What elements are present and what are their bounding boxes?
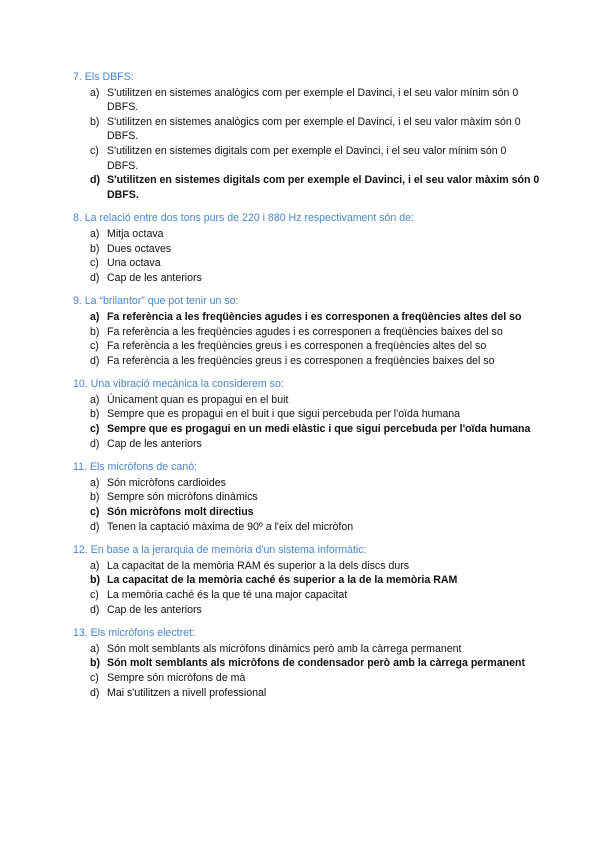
option-item — [73, 407, 560, 422]
option-item — [73, 256, 560, 271]
option-letter: d) — [90, 271, 100, 284]
option-text: S'utilitzen en sistemes analògics com per exemple el Davinci, i el seu valor mínim són 0 DBFS. — [107, 86, 519, 114]
option-text: La capacitat de la memòria RAM és superior a la dels discs durs — [107, 559, 410, 572]
option-list — [73, 86, 560, 203]
option-item — [73, 144, 560, 173]
option-letter: b) — [90, 574, 100, 587]
question-block — [73, 294, 560, 368]
option-text: Cap de les anteriors — [107, 271, 202, 284]
option-letter: c) — [90, 589, 99, 601]
option-list — [73, 393, 560, 451]
option-item-correct — [73, 573, 560, 588]
option-item-correct — [73, 422, 560, 437]
option-text: Fa referència a les freqüències greus i es corresponen a freqüències baixes del so — [107, 354, 495, 367]
question-list — [73, 70, 560, 700]
option-list — [73, 310, 560, 368]
option-letter: a) — [90, 310, 100, 323]
option-item — [73, 588, 560, 603]
question-title: 9. La “brilantor” que pot tenir un so: — [73, 295, 239, 308]
option-letter: d) — [90, 354, 100, 367]
option-letter: c) — [90, 144, 99, 157]
option-letter: d) — [90, 603, 100, 616]
option-item — [73, 354, 560, 369]
option-item — [73, 115, 560, 144]
option-item — [73, 325, 560, 340]
option-letter: c) — [90, 257, 99, 270]
option-item — [73, 686, 560, 701]
option-letter: c) — [90, 340, 99, 353]
option-text: Fa referència a les freqüències agudes i es corresponen a freqüències baixes del so — [107, 325, 503, 338]
option-list — [73, 227, 560, 285]
option-text: Mai s'utilitzen a nivell professional — [107, 686, 267, 699]
option-letter: b) — [90, 325, 100, 338]
option-list — [73, 559, 560, 617]
option-letter: a) — [90, 86, 100, 99]
question-title: 13. Els micròfons electret: — [73, 627, 195, 640]
option-item — [73, 86, 560, 115]
option-text: Són micròfons cardioides — [107, 476, 226, 489]
option-letter: a) — [90, 642, 100, 655]
question-title: 8. La relació entre dos tons purs de 220 i 880 Hz respectivament són de: — [73, 212, 414, 225]
option-letter: c) — [90, 671, 99, 684]
option-item — [73, 520, 560, 535]
option-item — [73, 242, 560, 257]
option-letter: b) — [90, 408, 100, 421]
option-item-correct — [73, 173, 560, 202]
option-list — [73, 476, 560, 534]
question-block — [73, 543, 560, 617]
option-item-correct — [73, 310, 560, 325]
option-item — [73, 393, 560, 408]
option-text: Sempre que es propagui en el buit i que sigui percebuda per l'oïda humana — [107, 408, 461, 421]
question-block — [73, 460, 560, 534]
question-title: 7. Els DBFS: — [73, 71, 134, 83]
option-item — [73, 339, 560, 354]
option-item — [73, 271, 560, 286]
option-text: S'utilitzen en sistemes digitals com per exemple el Davinci, i el seu valor mínim són 0 DBFS. — [107, 144, 507, 172]
option-text: La memòria caché és la que té una major capacitat — [107, 589, 348, 601]
option-text: La capacitat de la memòria caché és superior a la de la memòria RAM — [107, 574, 458, 587]
option-letter: c) — [90, 506, 100, 519]
question-block — [73, 70, 560, 202]
option-text: Fa referència a les freqüències greus i es corresponen a freqüències altes del so — [107, 340, 487, 353]
option-text: Fa referència a les freqüències agudes i es corresponen a freqüències altes del so — [107, 310, 522, 323]
option-letter: b) — [90, 491, 100, 504]
option-letter: d) — [90, 520, 100, 533]
option-text: Una octava — [107, 257, 161, 270]
option-item-correct — [73, 505, 560, 520]
option-text: Tenen la captació màxima de 90º a l'eix del micròfon — [107, 520, 354, 533]
option-letter: b) — [90, 242, 100, 255]
option-text: Són micròfons molt directius — [107, 506, 254, 519]
option-letter: a) — [90, 393, 100, 406]
option-item — [73, 490, 560, 505]
option-letter: a) — [90, 227, 100, 240]
option-letter: d) — [90, 686, 100, 699]
option-item — [73, 227, 560, 242]
option-text: Dues octaves — [107, 242, 172, 255]
question-title: 10. Una vibració mecànica la considerem so: — [73, 378, 284, 391]
option-letter: c) — [90, 423, 100, 436]
question-title: 12. En base a la jerarquia de memòria d'un sistema informàtic: — [73, 544, 367, 557]
option-text: S'utilitzen en sistemes digitals com per exemple el Davinci, i el seu valor màxim són 0 DBFS. — [107, 174, 540, 201]
option-text: Sempre que es progagui en un medi elàstic i que sigui percebuda per l'oïda humana — [107, 423, 531, 436]
option-text: Són molt semblants als micròfons de condensador però amb la càrrega permanent — [107, 657, 525, 670]
option-item — [73, 642, 560, 657]
option-item — [73, 603, 560, 618]
option-text: Únicament quan es propagui en el buit — [107, 393, 289, 406]
option-text: Sempre són micròfons dinàmics — [107, 491, 258, 504]
question-block — [73, 626, 560, 700]
option-letter: b) — [90, 657, 100, 670]
option-letter: a) — [90, 559, 100, 572]
option-list — [73, 642, 560, 700]
option-letter: d) — [90, 437, 100, 450]
question-title: 11. Els micròfons de canó: — [73, 461, 198, 474]
option-item — [73, 476, 560, 491]
option-item — [73, 437, 560, 452]
option-text: Sempre són micròfons de mà — [107, 671, 246, 684]
option-item — [73, 671, 560, 686]
option-letter: d) — [90, 174, 100, 187]
option-text: Mitja octava — [107, 227, 164, 240]
option-text: Són molt semblants als micròfons dinàmics però amb la càrrega permanent — [107, 642, 462, 655]
option-item — [73, 559, 560, 574]
option-text: Cap de les anteriors — [107, 603, 202, 616]
option-item-correct — [73, 656, 560, 671]
option-letter: a) — [90, 476, 100, 489]
option-text: S'utilitzen en sistemes analògics com per exemple el Davinci, i el seu valor màxim són 0 DBFS. — [107, 115, 521, 143]
option-text: Cap de les anteriors — [107, 437, 202, 450]
question-block — [73, 211, 560, 285]
question-block — [73, 377, 560, 451]
option-letter: b) — [90, 115, 100, 128]
